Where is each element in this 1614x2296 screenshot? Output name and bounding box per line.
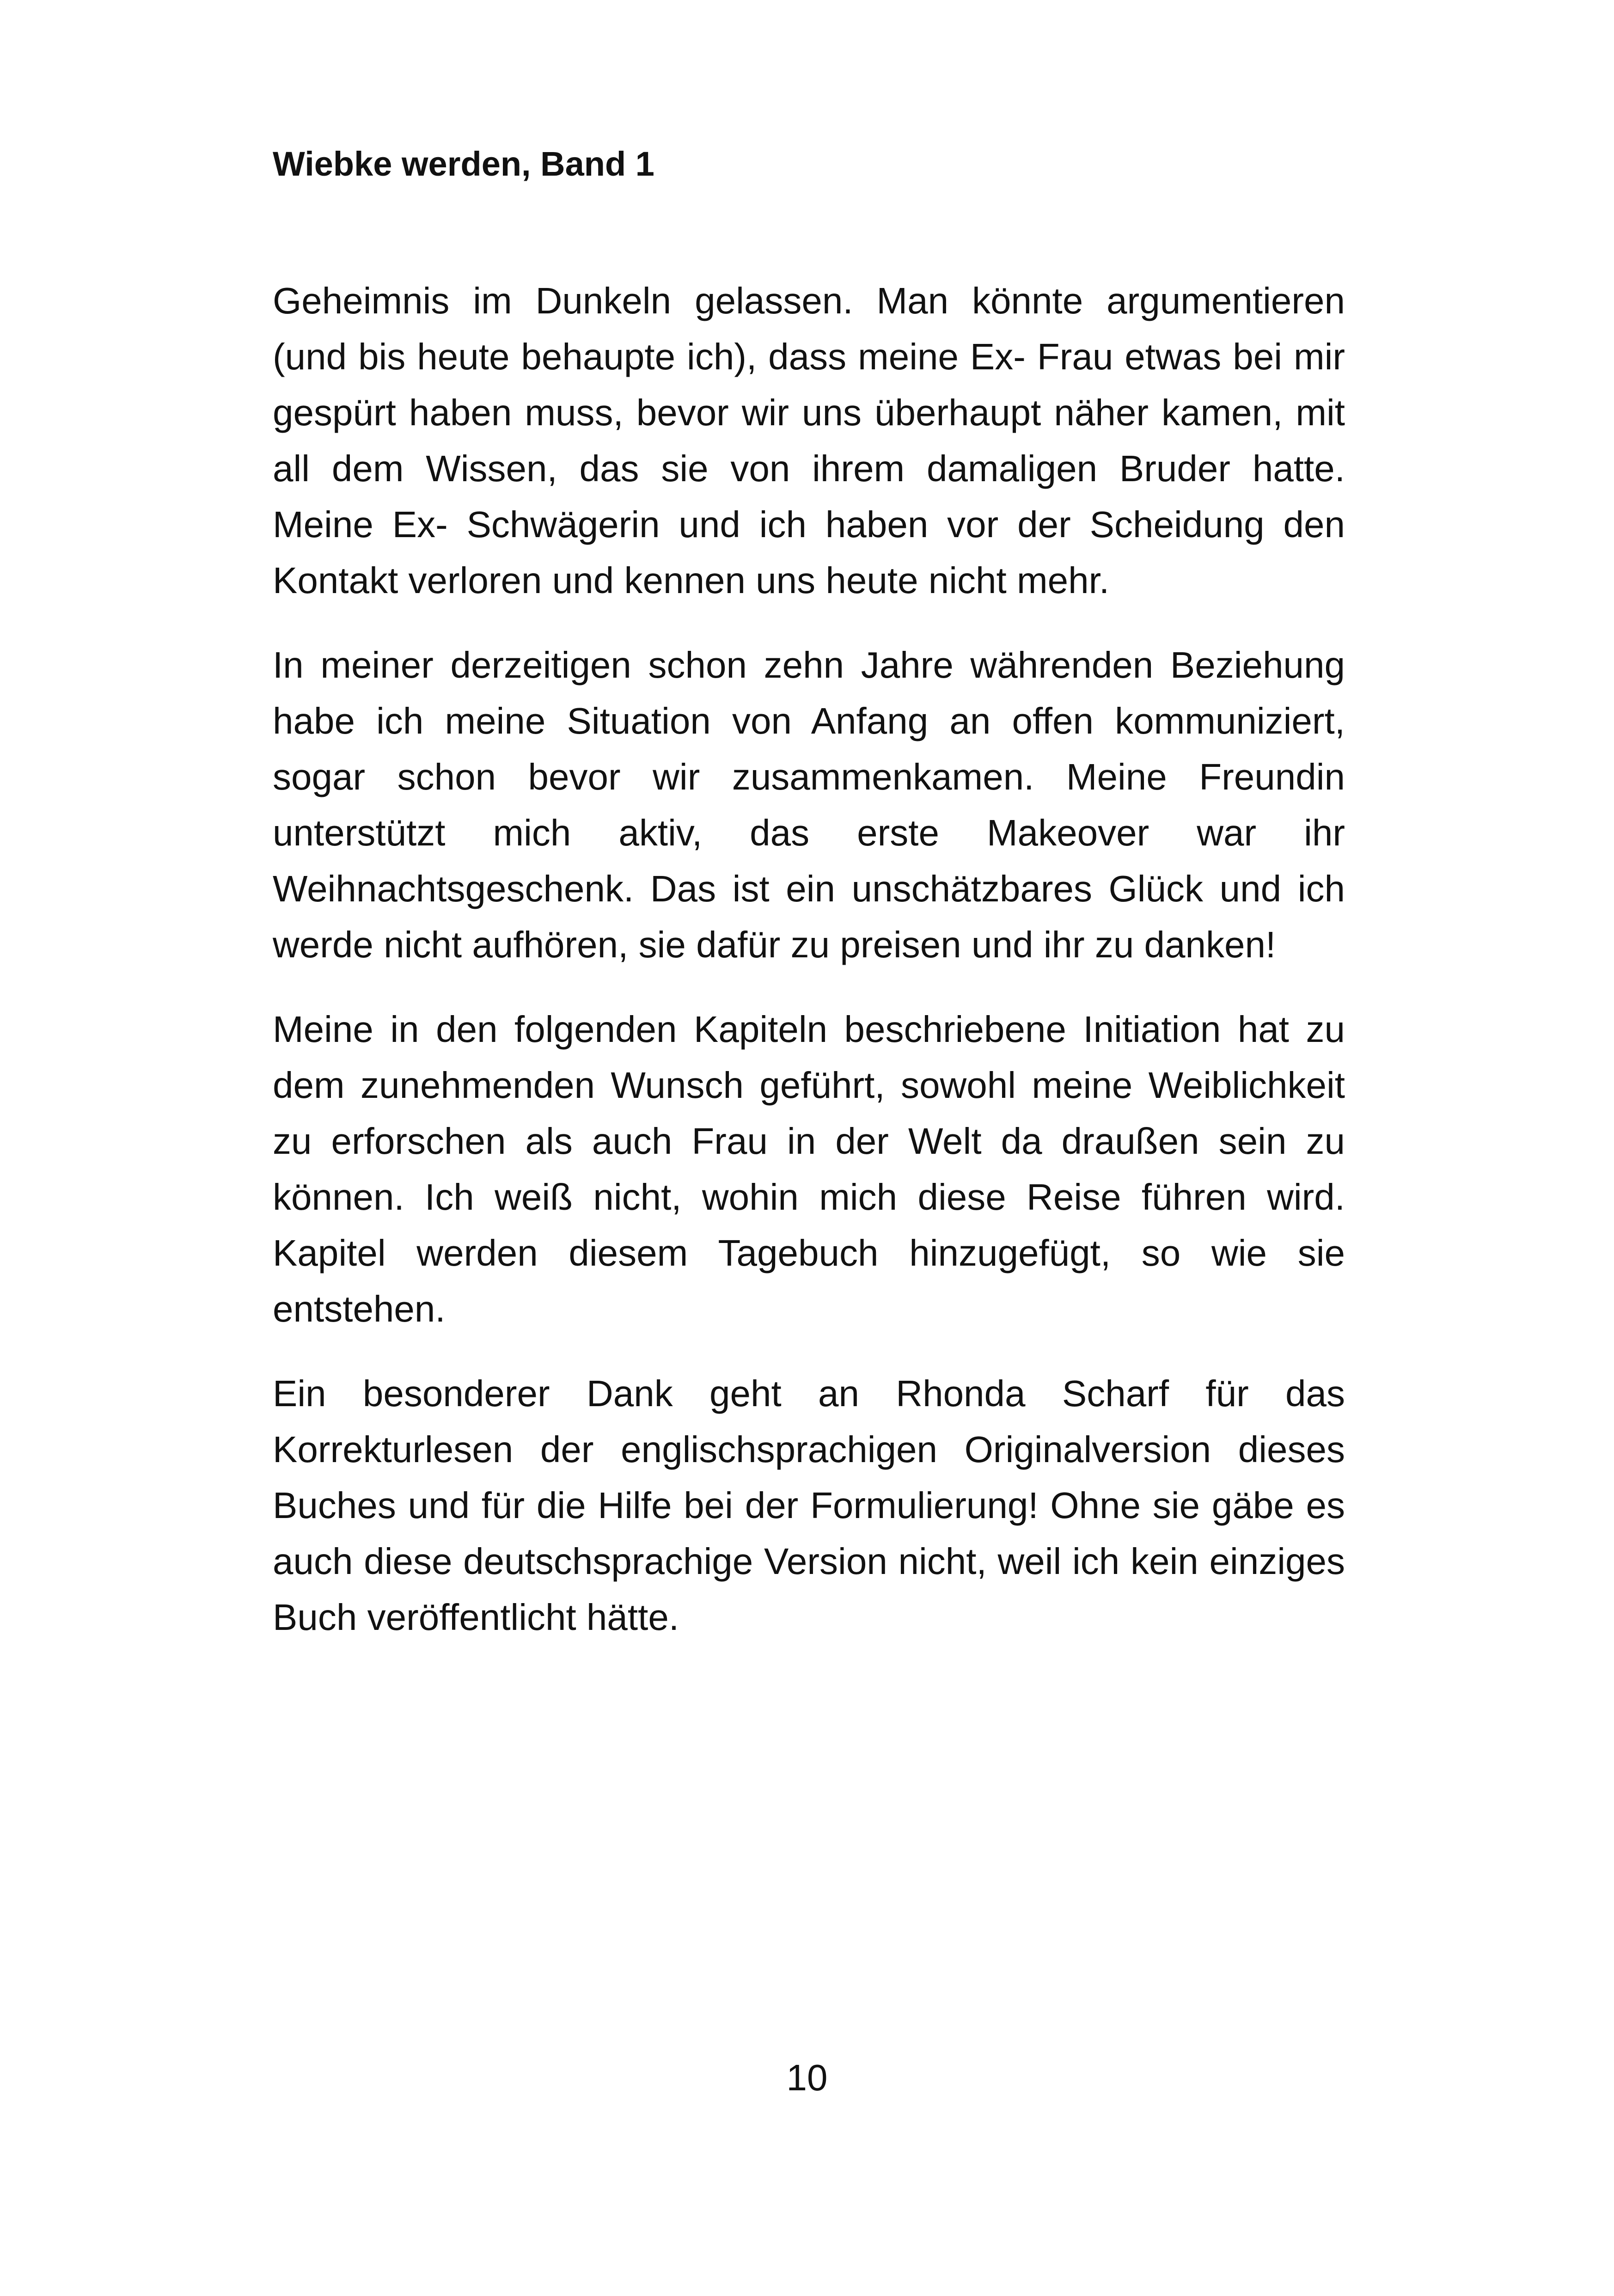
running-header-title: Wiebke werden, Band 1 <box>273 145 654 183</box>
paragraph-2: In meiner derzeitigen schon zehn Jahre währenden Beziehung habe ich meine Situation von Anfang an offen kommuniziert, sogar schon bevor wir zusammenkamen. Meine Freundin unterstützt mich aktiv, das erste Makeover war ihr Weihnachtsgeschenk. Das ist ein unschätzbares Glück und ich werde nicht aufhören, sie dafür zu preisen und ihr zu danken! <box>273 644 1345 965</box>
paragraph-3: Meine in den folgenden Kapiteln beschriebene Initiation hat zu dem zunehmenden Wunsch geführt, sowohl meine Weiblichkeit zu erforschen als auch Frau in der Welt da draußen sein zu können. Ich weiß nicht, wohin mich diese Reise führen wird. Kapitel werden diesem Tagebuch hinzugefügt, so wie sie entstehen. <box>273 1009 1345 1329</box>
paragraph-4: Ein besonderer Dank geht an Rhonda Scharf für das Korrekturlesen der englischsprachigen Originalversion dieses Buches und für die Hilfe bei der Formulierung! Ohne sie gäbe es auch diese deutschsprachige Version nicht, weil ich kein einziges Buch veröffentlicht hätte. <box>273 1373 1345 1638</box>
page-number: 10 <box>786 2057 828 2098</box>
body-text <box>273 273 1345 1674</box>
paragraph-1: Geheimnis im Dunkeln gelassen. Man könnte argumentieren (und bis heute behaupte ich), dass meine Ex- Frau etwas bei mir gespürt haben muss, bevor wir uns überhaupt näher kamen, mit all dem Wissen, das sie von ihrem damaligen Bruder hatte. Meine Ex- Schwägerin und ich haben vor der Scheidung den Kontakt verloren und kennen uns heute nicht mehr. <box>273 280 1345 601</box>
